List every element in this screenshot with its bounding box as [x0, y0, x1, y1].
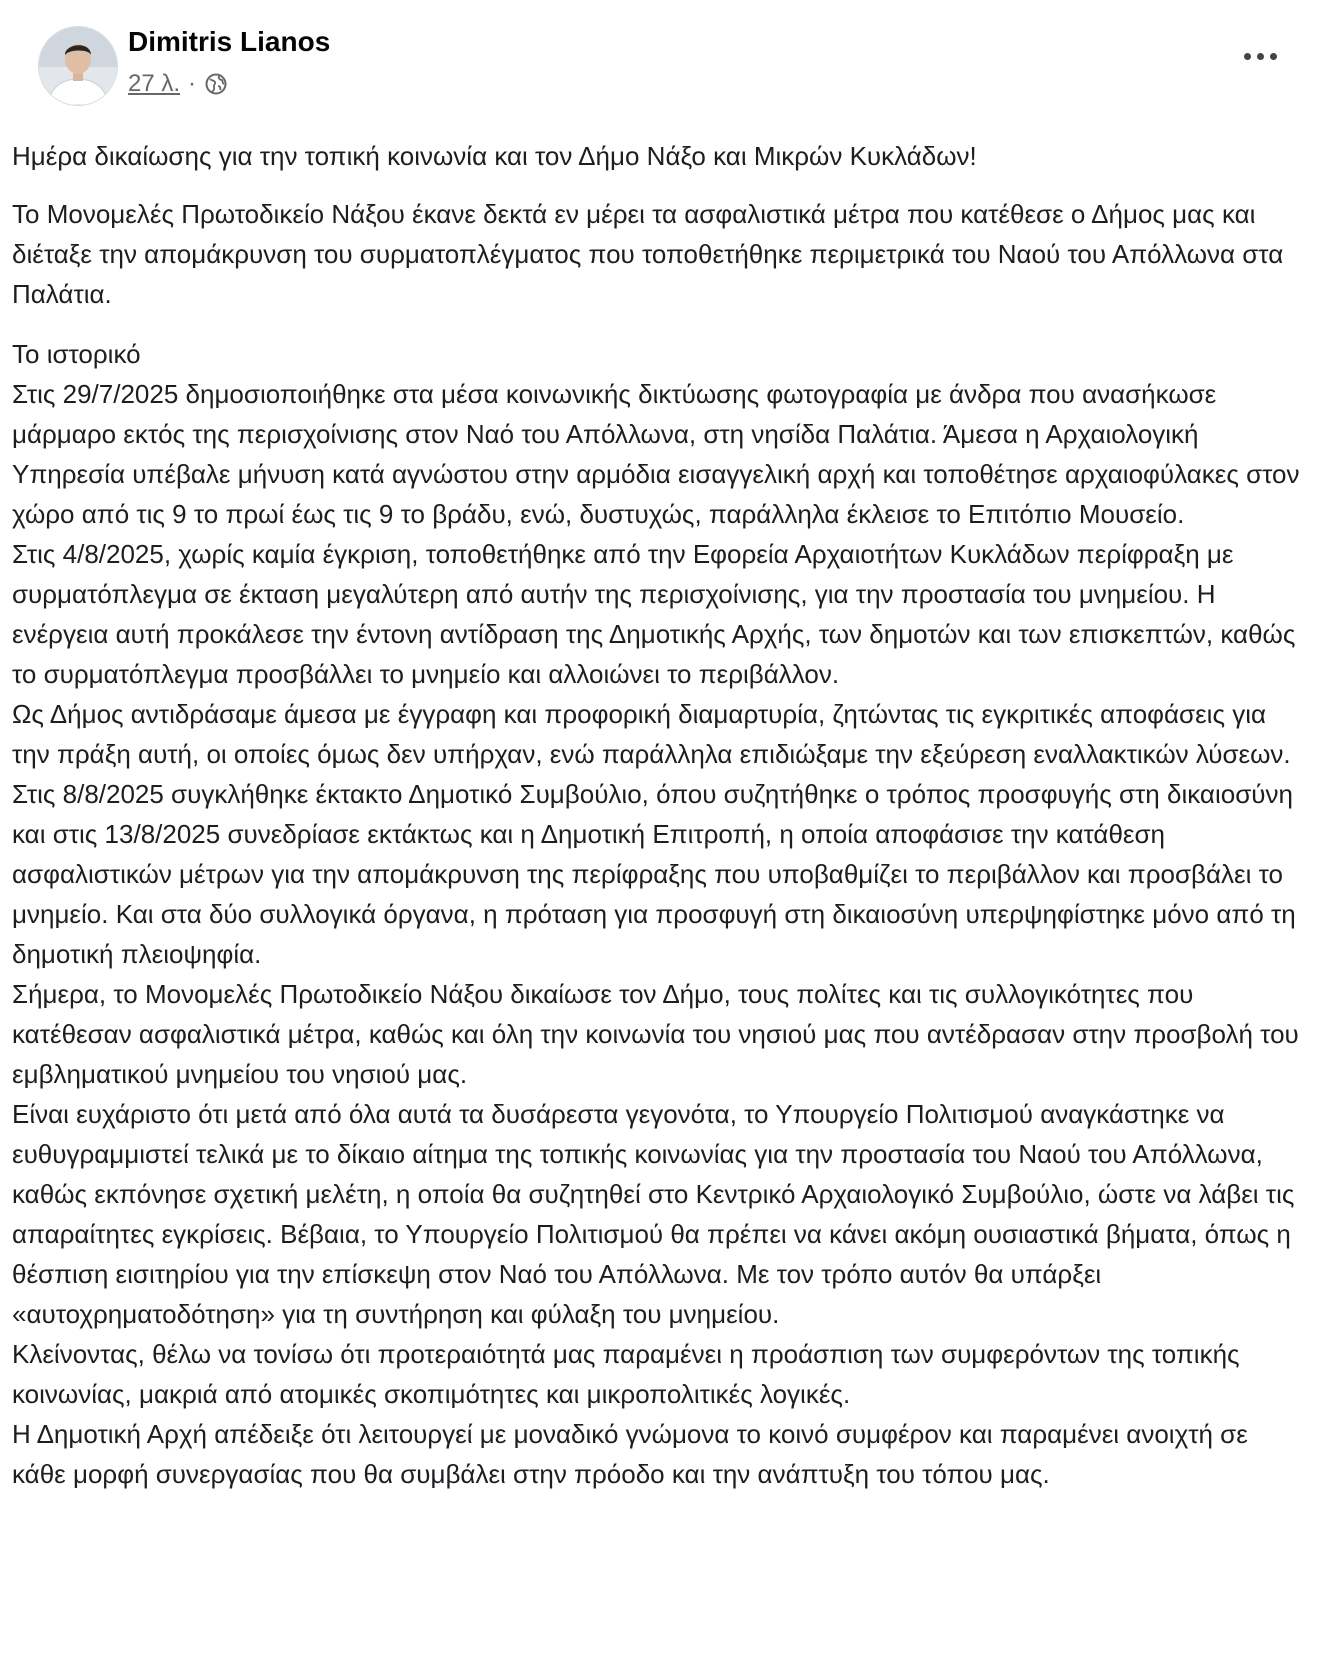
author-avatar[interactable] [38, 26, 118, 106]
post-meta [128, 70, 228, 98]
more-options-icon[interactable] [1234, 36, 1286, 76]
history-paragraph: Κλείνοντας, θέλω να τονίσω ότι προτεραιότητά μας παραμένει η προάσπιση των συμφερόντων της τοπικής κοινωνίας, μακριά από ατομικές σκοπιμότητες και μικροπολιτικές λογικές. [12, 1339, 1240, 1409]
post-paragraph: Το Μονομελές Πρωτοδικείο Νάξου έκανε δεκτά εν μέρει τα ασφαλιστικά μέτρα που κατέθεσε ο Δήμος μας και διέταξε την απομάκρυνση του συρματοπλέγματος που τοποθετήθηκε περιμετρικά του Ναού του Απόλλωνα στα Παλάτια. [12, 199, 1284, 309]
history-paragraph: Στις 8/8/2025 συγκλήθηκε έκτακτο Δημοτικό Συμβούλιο, όπου συζητήθηκε ο τρόπος προσφυγής στη δικαιοσύνη και στις 13/8/2025 συνεδρίασε εκτάκτως και η Δημοτική Επιτροπή, η οποία αποφάσισε την κατάθεση ασφαλιστικών μέτρων για την απομάκρυνση της περίφραξης που υποβαθμίζει το περιβάλλον και προσβάλει το μνημείο. Και στα δύο συλλογικά όργανα, η πρόταση για προσφυγή στη δικαιοσύνη υπερψηφίστηκε μόνο από τη δημοτική πλειοψηφία. [12, 779, 1296, 969]
history-paragraph: Ως Δήμος αντιδράσαμε άμεσα με έγγραφη και προφορική διαμαρτυρία, ζητώντας τις εγκριτικές αποφάσεις για την πράξη αυτή, οι οποίες όμως δεν υπήρχαν, ενώ παράλληλα επιδιώξαμε την εξεύρεση εναλλακτικών λύσεων. [12, 699, 1291, 769]
author-name[interactable]: Dimitris Lianos [128, 26, 331, 57]
history-section [12, 334, 1308, 1494]
history-heading: Το ιστορικό [12, 339, 141, 369]
post-header [12, 24, 1308, 112]
history-paragraph: Στις 4/8/2025, χωρίς καμία έγκριση, τοποθετήθηκε από την Εφορεία Αρχαιοτήτων Κυκλάδων περίφραξη με συρματόπλεγμα σε έκταση μεγαλύτερη από αυτήν της περισχοίνισης, για την προστασία του μνημείου. Η ενέργεια αυτή προκάλεσε την έντονη αντίδραση της Δημοτικής Αρχής, των δημοτών και των επισκεπτών, καθώς το συρματόπλεγμα προσβάλλει το μνημείο και αλλοιώνει το περιβάλλον. [12, 539, 1296, 689]
history-paragraph: Στις 29/7/2025 δημοσιοποιήθηκε στα μέσα κοινωνικής δικτύωσης φωτογραφία με άνδρα που ανασήκωσε μάρμαρο εκτός της περισχοίνισης στον Ναό του Απόλλωνα, στη νησίδα Παλάτια. Άμεσα η Αρχαιολογική Υπηρεσία υπέβαλε μήνυση κατά αγνώστου στην αρμόδια εισαγγελική αρχή και τοποθέτησε αρχαιοφύλακες στον χώρο από τις 9 το πρωί έως τις 9 το βράδυ, ενώ, δυστυχώς, παράλληλα έκλεισε το Επιτόπιο Μουσείο. [12, 379, 1300, 529]
history-paragraph: Σήμερα, το Μονομελές Πρωτοδικείο Νάξου δικαίωσε τον Δήμο, τους πολίτες και τις συλλογικότητες που κατέθεσαν ασφαλιστικά μέτρα, καθώς και όλη την κοινωνία του νησιού μας που αντέδρασαν στην προσβολή του εμβληματικού μνημείου του νησιού μας. [12, 979, 1299, 1089]
meta-separator: · [188, 70, 197, 97]
history-paragraph: Η Δημοτική Αρχή απέδειξε ότι λειτουργεί με μοναδικό γνώμονα το κοινό συμφέρον και παραμένει ανοιχτή σε κάθε μορφή συνεργασίας που θα συμβάλει στην πρόοδο και την ανάπτυξη του τόπου μας. [12, 1419, 1248, 1489]
post-body [12, 136, 1308, 1494]
post-timestamp[interactable]: 27 λ. [128, 70, 181, 97]
profile-photo [39, 27, 117, 105]
history-paragraph: Είναι ευχάριστο ότι μετά από όλα αυτά τα δυσάρεστα γεγονότα, το Υπουργείο Πολιτισμού αναγκάστηκε να ευθυγραμμιστεί τελικά με το δίκαιο αίτημα της τοπικής κοινωνίας για την προστασία του Ναού του Απόλλωνα, καθώς εκπόνησε σχετική μελέτη, η οποία θα συζητηθεί στο Κεντρικό Αρχαιολογικό Συμβούλιο, ώστε να λάβει τις απαραίτητες εγκρίσεις. Βέβαια, το Υπουργείο Πολιτισμού θα πρέπει να κάνει ακόμη ουσιαστικά βήματα, όπως η θέσπιση εισιτηρίου για την επίσκεψη στον Ναό του Απόλλωνα. Με τον τρόπο αυτόν θα υπάρξει «αυτοχρηματοδότηση» για τη συντήρηση και φύλαξη του μνημείου. [12, 1099, 1295, 1329]
globe-icon[interactable] [204, 72, 228, 96]
post-headline: Ημέρα δικαίωσης για την τοπική κοινωνία και τον Δήμο Νάξο και Μικρών Κυκλάδων! [12, 141, 977, 171]
